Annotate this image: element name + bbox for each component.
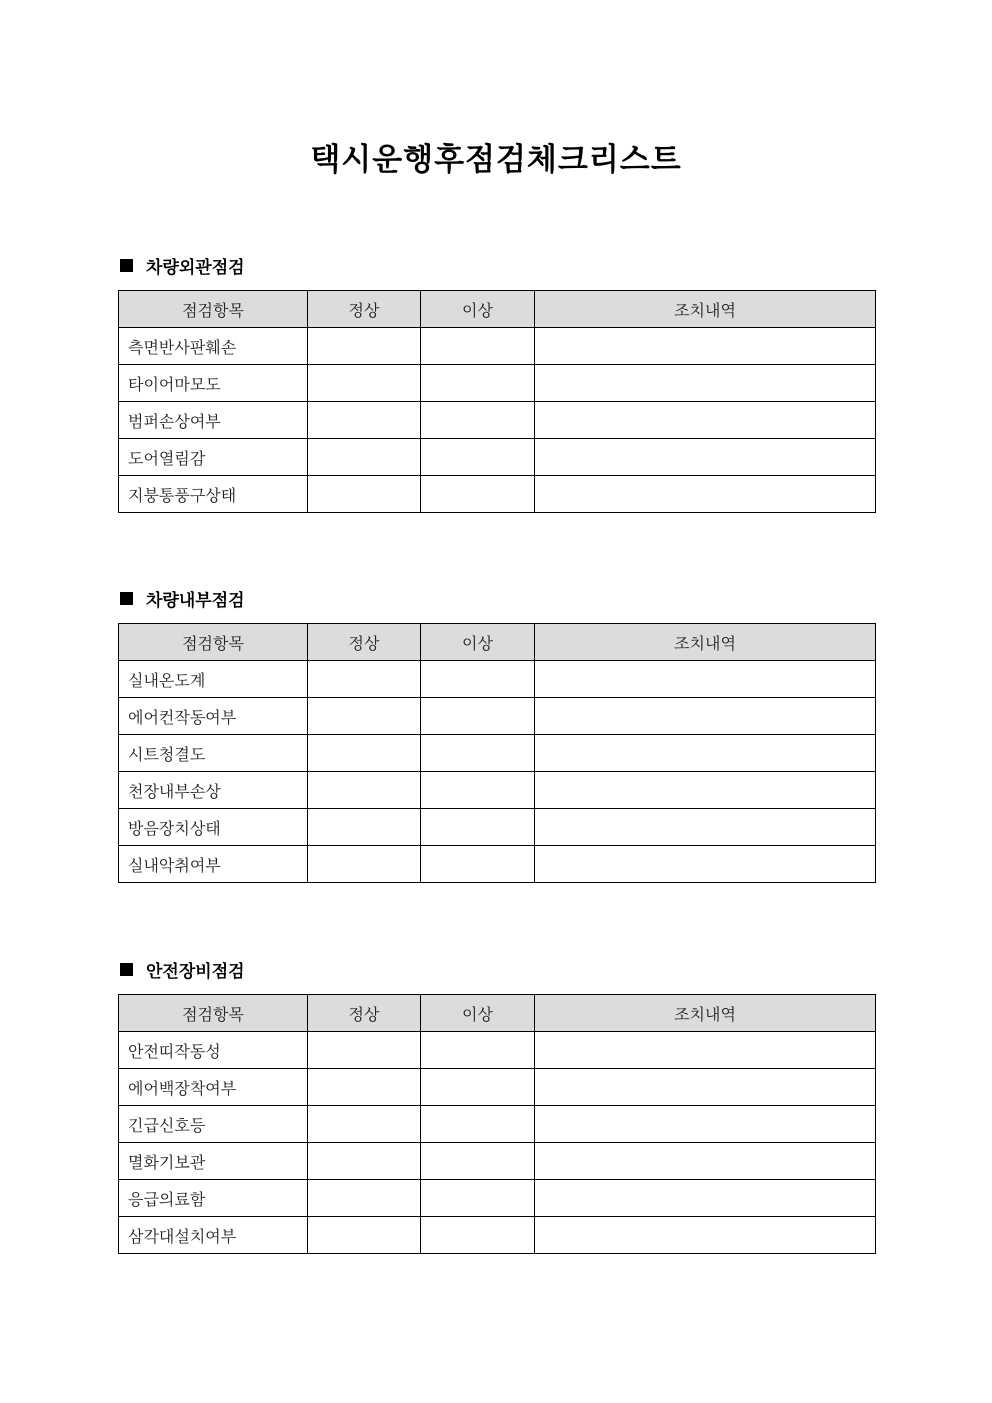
section-safety-equipment bbox=[118, 956, 875, 1254]
action-cell[interactable] bbox=[535, 439, 876, 476]
column-header-action: 조치내역 bbox=[535, 624, 876, 661]
section-title: 안전장비점검 bbox=[146, 961, 245, 982]
action-cell[interactable] bbox=[535, 1217, 876, 1254]
checklist-table bbox=[118, 290, 876, 513]
column-header-abnormal: 이상 bbox=[421, 995, 535, 1032]
item-label: 멸화기보관 bbox=[119, 1143, 308, 1180]
action-cell[interactable] bbox=[535, 698, 876, 735]
normal-cell[interactable] bbox=[308, 365, 421, 402]
normal-cell[interactable] bbox=[308, 1106, 421, 1143]
column-header-item: 점검항목 bbox=[119, 624, 308, 661]
action-cell[interactable] bbox=[535, 772, 876, 809]
table-row bbox=[119, 698, 876, 735]
column-header-item: 점검항목 bbox=[119, 291, 308, 328]
action-cell[interactable] bbox=[535, 1069, 876, 1106]
table-header-row bbox=[119, 624, 876, 661]
abnormal-cell[interactable] bbox=[421, 1180, 535, 1217]
item-label: 안전띠작동성 bbox=[119, 1032, 308, 1069]
abnormal-cell[interactable] bbox=[421, 476, 535, 513]
action-cell[interactable] bbox=[535, 846, 876, 883]
table-row bbox=[119, 735, 876, 772]
item-label: 실내악취여부 bbox=[119, 846, 308, 883]
column-header-action: 조치내역 bbox=[535, 995, 876, 1032]
table-row bbox=[119, 1143, 876, 1180]
square-bullet-icon bbox=[120, 963, 133, 976]
abnormal-cell[interactable] bbox=[421, 772, 535, 809]
column-header-normal: 정상 bbox=[308, 291, 421, 328]
abnormal-cell[interactable] bbox=[421, 846, 535, 883]
action-cell[interactable] bbox=[535, 365, 876, 402]
normal-cell[interactable] bbox=[308, 1069, 421, 1106]
page-title: 택시운행후점검체크리스트 bbox=[310, 142, 682, 178]
item-label: 에어컨작동여부 bbox=[119, 698, 308, 735]
abnormal-cell[interactable] bbox=[421, 439, 535, 476]
table-row bbox=[119, 1180, 876, 1217]
normal-cell[interactable] bbox=[308, 735, 421, 772]
table-row bbox=[119, 328, 876, 365]
abnormal-cell[interactable] bbox=[421, 1106, 535, 1143]
item-label: 지붕통풍구상태 bbox=[119, 476, 308, 513]
table-row bbox=[119, 1106, 876, 1143]
item-label: 측면반사판훼손 bbox=[119, 328, 308, 365]
square-bullet-icon bbox=[120, 592, 133, 605]
item-label: 천장내부손상 bbox=[119, 772, 308, 809]
item-label: 범퍼손상여부 bbox=[119, 402, 308, 439]
normal-cell[interactable] bbox=[308, 809, 421, 846]
abnormal-cell[interactable] bbox=[421, 1217, 535, 1254]
normal-cell[interactable] bbox=[308, 698, 421, 735]
normal-cell[interactable] bbox=[308, 846, 421, 883]
action-cell[interactable] bbox=[535, 809, 876, 846]
action-cell[interactable] bbox=[535, 402, 876, 439]
normal-cell[interactable] bbox=[308, 402, 421, 439]
item-label: 도어열림감 bbox=[119, 439, 308, 476]
abnormal-cell[interactable] bbox=[421, 328, 535, 365]
column-header-action: 조치내역 bbox=[535, 291, 876, 328]
abnormal-cell[interactable] bbox=[421, 365, 535, 402]
abnormal-cell[interactable] bbox=[421, 1069, 535, 1106]
normal-cell[interactable] bbox=[308, 1032, 421, 1069]
action-cell[interactable] bbox=[535, 661, 876, 698]
abnormal-cell[interactable] bbox=[421, 735, 535, 772]
table-header-row bbox=[119, 291, 876, 328]
table-row bbox=[119, 846, 876, 883]
item-label: 실내온도계 bbox=[119, 661, 308, 698]
column-header-abnormal: 이상 bbox=[421, 624, 535, 661]
abnormal-cell[interactable] bbox=[421, 1032, 535, 1069]
normal-cell[interactable] bbox=[308, 1180, 421, 1217]
item-label: 삼각대설치여부 bbox=[119, 1217, 308, 1254]
normal-cell[interactable] bbox=[308, 1143, 421, 1180]
abnormal-cell[interactable] bbox=[421, 698, 535, 735]
column-header-normal: 정상 bbox=[308, 624, 421, 661]
action-cell[interactable] bbox=[535, 476, 876, 513]
normal-cell[interactable] bbox=[308, 476, 421, 513]
table-row bbox=[119, 1217, 876, 1254]
table-row bbox=[119, 1032, 876, 1069]
section-heading bbox=[118, 585, 875, 611]
checklist-table bbox=[118, 623, 876, 883]
action-cell[interactable] bbox=[535, 735, 876, 772]
checklist-table bbox=[118, 994, 876, 1254]
action-cell[interactable] bbox=[535, 1106, 876, 1143]
action-cell[interactable] bbox=[535, 1032, 876, 1069]
column-header-item: 점검항목 bbox=[119, 995, 308, 1032]
item-label: 시트청결도 bbox=[119, 735, 308, 772]
table-header-row bbox=[119, 995, 876, 1032]
abnormal-cell[interactable] bbox=[421, 402, 535, 439]
normal-cell[interactable] bbox=[308, 1217, 421, 1254]
abnormal-cell[interactable] bbox=[421, 809, 535, 846]
normal-cell[interactable] bbox=[308, 328, 421, 365]
square-bullet-icon bbox=[120, 259, 133, 272]
section-heading bbox=[118, 252, 875, 278]
normal-cell[interactable] bbox=[308, 439, 421, 476]
table-row bbox=[119, 661, 876, 698]
abnormal-cell[interactable] bbox=[421, 1143, 535, 1180]
action-cell[interactable] bbox=[535, 1143, 876, 1180]
item-label: 에어백장착여부 bbox=[119, 1069, 308, 1106]
item-label: 긴급신호등 bbox=[119, 1106, 308, 1143]
table-row bbox=[119, 476, 876, 513]
table-row bbox=[119, 365, 876, 402]
table-row bbox=[119, 772, 876, 809]
action-cell[interactable] bbox=[535, 1180, 876, 1217]
table-row bbox=[119, 1069, 876, 1106]
item-label: 타이어마모도 bbox=[119, 365, 308, 402]
section-interior bbox=[118, 585, 875, 883]
section-title: 차량외관점검 bbox=[146, 257, 245, 278]
action-cell[interactable] bbox=[535, 328, 876, 365]
abnormal-cell[interactable] bbox=[421, 661, 535, 698]
section-title: 차량내부점검 bbox=[146, 590, 245, 611]
column-header-abnormal: 이상 bbox=[421, 291, 535, 328]
column-header-normal: 정상 bbox=[308, 995, 421, 1032]
section-exterior bbox=[118, 252, 875, 513]
table-row bbox=[119, 402, 876, 439]
normal-cell[interactable] bbox=[308, 772, 421, 809]
normal-cell[interactable] bbox=[308, 661, 421, 698]
table-row bbox=[119, 809, 876, 846]
item-label: 응급의료함 bbox=[119, 1180, 308, 1217]
item-label: 방음장치상태 bbox=[119, 809, 308, 846]
section-heading bbox=[118, 956, 875, 982]
table-row bbox=[119, 439, 876, 476]
